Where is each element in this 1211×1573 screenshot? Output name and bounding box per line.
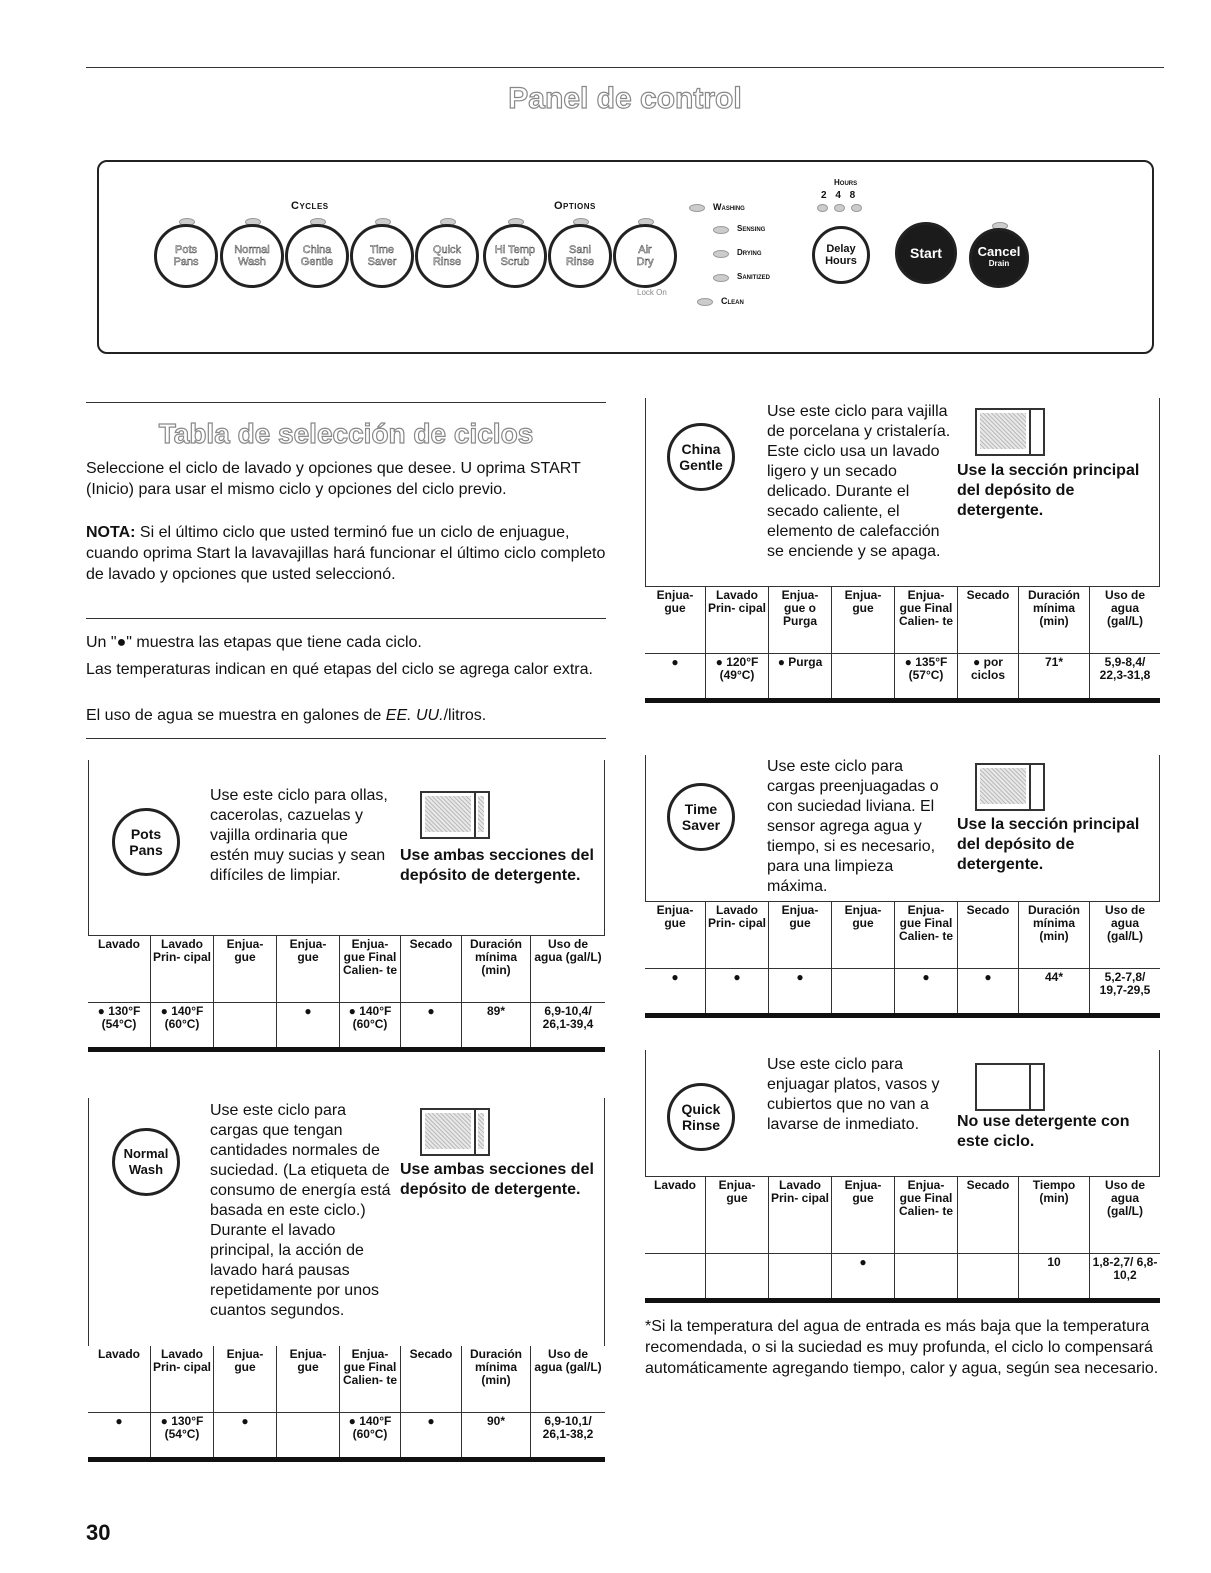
- time-line2: Saver: [367, 256, 397, 268]
- table-cell: 10: [1019, 1254, 1090, 1301]
- table-cell: Enjua- gue: [214, 1346, 277, 1413]
- quick-frame-right: [1159, 1050, 1160, 1176]
- lock-on-label: Lock On: [637, 288, 667, 297]
- page-title: Panel de control: [508, 82, 742, 115]
- quick-cycle-table: [645, 1176, 1160, 1303]
- pots-cycle-table: [88, 935, 605, 1052]
- normal-icon-l1: Normal: [123, 1146, 169, 1161]
- table-cell: [645, 1254, 706, 1301]
- china-frame-left: [645, 398, 646, 586]
- table-cell: ● 140°F (60°C): [340, 1003, 401, 1050]
- china-line1: China: [302, 244, 332, 256]
- table-cell: [832, 654, 895, 701]
- table-cell: Duración mínima (min): [1019, 587, 1090, 654]
- drying-led: [713, 250, 729, 258]
- table-cell: Enjua- gue Final Calien- te: [895, 902, 958, 969]
- quick-line2: Rinse: [432, 256, 462, 268]
- table-cell: ● 140°F (60°C): [340, 1413, 401, 1460]
- china-line2: Gentle: [300, 256, 334, 268]
- table-cell: Enjua- gue: [277, 936, 340, 1003]
- table-cell: ●: [645, 969, 706, 1016]
- options-label: Options: [554, 200, 596, 212]
- sani-line2: Rinse: [565, 256, 595, 268]
- table-value-row: [645, 654, 1160, 701]
- pots-icon-l1: Pots: [130, 826, 162, 842]
- quick-icon-l2: Rinse: [681, 1117, 721, 1133]
- delay-line2: Hours: [825, 255, 857, 267]
- table-cell: Lavado Prin- cipal: [151, 1346, 214, 1413]
- hitemp-line1: Hi Temp: [494, 244, 536, 256]
- pots-frame-right: [604, 760, 605, 935]
- legend-line-2: Las temperaturas indican en qué etapas del ciclo se agrega calor extra.: [86, 661, 593, 678]
- china-frame-right: [1159, 398, 1160, 586]
- table-value-row: [645, 969, 1160, 1016]
- legend-3-em: EE. UU.: [385, 707, 444, 724]
- washing-led: [689, 204, 705, 212]
- table-cell: Lavado Prin- cipal: [769, 1177, 832, 1254]
- table-cell: ● por ciclos: [958, 654, 1019, 701]
- control-panel-illustration: [97, 160, 1154, 354]
- nota-text: Si el último ciclo que usted terminó fue un ciclo de enjuague, cuando oprima Start la lavavajillas hará funcionar el último ciclo completo de lavado y opciones que usted seleccionó.: [86, 524, 606, 583]
- sensing-label: Sensing: [737, 224, 766, 233]
- time-line1: Time: [369, 244, 395, 256]
- cancel-line2: Drain: [988, 259, 1010, 268]
- start-button[interactable]: [895, 222, 957, 284]
- table-value-row: [88, 1003, 605, 1050]
- page-number: 30: [86, 1520, 111, 1545]
- table-cell: ●: [401, 1413, 462, 1460]
- hi-temp-scrub-button[interactable]: [483, 224, 547, 288]
- table-cell: Duración mínima (min): [462, 936, 531, 1003]
- cancel-line1: Cancel: [977, 244, 1021, 259]
- table-header-row: [645, 902, 1160, 969]
- table-cell: [277, 1413, 340, 1460]
- table-cell: Enjua- gue: [832, 902, 895, 969]
- intro-paragraph: [86, 458, 606, 500]
- table-cell: [769, 1254, 832, 1301]
- table-header-row: [645, 1177, 1160, 1254]
- airdry-line1: Air: [638, 244, 652, 256]
- table-cell: Enjua- gue Final Calien- te: [340, 1346, 401, 1413]
- table-cell: Lavado Prin- cipal: [151, 936, 214, 1003]
- table-cell: ●: [706, 969, 769, 1016]
- quick-icon-l1: Quick: [681, 1101, 721, 1117]
- legend-rule-bottom: [86, 738, 606, 739]
- table-cell: Uso de agua (gal/L): [1104, 588, 1145, 628]
- sani-rinse-button[interactable]: [548, 224, 612, 288]
- pots-pans-icon: [112, 808, 180, 876]
- table-cell: ●: [895, 969, 958, 1016]
- time-icon-l2: Saver: [681, 817, 721, 833]
- table-cell: Duración mínima (min): [1019, 902, 1090, 969]
- time-cycle-table: [645, 901, 1160, 1018]
- quick-detergent-note: No use detergente con este ciclo.: [957, 1113, 1130, 1150]
- china-gentle-icon: [667, 423, 735, 491]
- normal-detergent-note: Use ambas secciones del depósito de detergente.: [400, 1161, 594, 1198]
- china-cycle-table: [645, 586, 1160, 703]
- cancel-drain-button[interactable]: [969, 228, 1029, 288]
- clean-led: [697, 298, 713, 306]
- footnote: *Si la temperatura del agua de entrada es más baja que la temperatura recomendada, o si la suciedad es muy profunda, el ciclo lo compensará automáticamente agregando tiempo, calor y agua, según sea necesario.: [645, 1318, 1159, 1377]
- table-cell: ●: [958, 969, 1019, 1016]
- table-cell: Secado: [401, 936, 462, 1003]
- time-detergent-note: Use la sección principal del depósito de detergente.: [957, 816, 1140, 873]
- table-cell: ● 140°F (60°C): [151, 1003, 214, 1050]
- table-cell: [895, 1254, 958, 1301]
- table-cell: 6,9-10,1/ 26,1-38,2: [531, 1413, 606, 1460]
- clean-label: Clean: [721, 296, 744, 306]
- table-cell: ● 130°F (54°C): [151, 1413, 214, 1460]
- table-cell: ● Purga: [769, 654, 832, 701]
- table-cell: ●: [277, 1003, 340, 1050]
- table-cell: ●: [214, 1413, 277, 1460]
- time-description: Use este ciclo para cargas preenjuagadas o con suciedad liviana. El sensor agrega agua y tiempo, si es necesario, para una limpieza máxima.: [767, 758, 939, 895]
- sani-line1: Sani: [568, 244, 592, 256]
- table-cell: 89*: [462, 1003, 531, 1050]
- legend-3-pre: El uso de agua se muestra en galones de: [86, 707, 386, 724]
- section-rule-top: [86, 402, 606, 403]
- quick-line1: Quick: [432, 244, 462, 256]
- table-cell: [706, 1254, 769, 1301]
- quick-description: Use este ciclo para enjuagar platos, vasos y cubiertos que no van a lavarse de inmediato.: [767, 1056, 940, 1133]
- pots-line1: Pots: [174, 244, 197, 256]
- table-header-row: [645, 587, 1160, 654]
- table-cell: 1,8-2,7/ 6,8-10,2: [1090, 1254, 1161, 1301]
- hour-led-4: [834, 204, 845, 212]
- pots-icon-l2: Pans: [129, 842, 163, 858]
- pots-line2: Pans: [173, 256, 199, 268]
- legend-line-3: [86, 705, 606, 726]
- table-cell: Enjua- gue o Purga: [769, 587, 832, 654]
- china-icon-l2: Gentle: [679, 457, 723, 473]
- table-cell: 5,9-8,4/ 22,3-31,8: [1090, 654, 1161, 701]
- hour-led-8: [851, 204, 862, 212]
- normal-frame-left: [88, 1098, 89, 1346]
- table-cell: Lavado: [88, 1346, 151, 1413]
- table-cell: Lavado: [645, 1177, 706, 1254]
- table-cell: [832, 969, 895, 1016]
- time-frame-left: [645, 755, 646, 901]
- table-cell: Enjua- gue: [706, 1177, 769, 1254]
- table-cell: Secado: [958, 1177, 1019, 1254]
- normal-line1: Normal: [234, 244, 270, 256]
- legend-line-1: Un "●" muestra las etapas que tiene cada ciclo.: [86, 634, 422, 651]
- table-cell: 90*: [462, 1413, 531, 1460]
- pots-detergent-note: Use ambas secciones del depósito de detergente.: [400, 847, 594, 884]
- table-cell: [958, 1254, 1019, 1301]
- table-cell: ● 130°F (54°C): [88, 1003, 151, 1050]
- pots-pans-button[interactable]: [154, 224, 218, 288]
- china-dispenser-icon: [975, 408, 1045, 456]
- table-cell: Uso de agua (gal/L): [1104, 903, 1145, 943]
- table-header-row: [88, 936, 605, 1003]
- quick-dispenser-icon: [975, 1063, 1045, 1111]
- legend-3-post: /litros.: [443, 707, 487, 724]
- table-cell: Enjua- gue: [832, 587, 895, 654]
- hours-label: Hours: [834, 178, 858, 187]
- china-gentle-button[interactable]: [285, 224, 349, 288]
- top-rule: [86, 67, 1164, 68]
- table-cell: Uso de agua (gal/L): [1104, 1178, 1145, 1218]
- airdry-line2: Dry: [636, 256, 654, 268]
- quick-rinse-button[interactable]: [415, 224, 479, 288]
- delay-hours-button[interactable]: [812, 226, 870, 284]
- cycles-label: Cycles: [291, 200, 329, 212]
- table-cell: Lavado Prin- cipal: [706, 587, 769, 654]
- table-cell: ●: [769, 969, 832, 1016]
- table-cell: 6,9-10,4/ 26,1-39,4: [531, 1003, 606, 1050]
- normal-frame-right: [604, 1098, 605, 1346]
- start-label: Start: [910, 245, 942, 261]
- table-cell: Enjua- gue Final Calien- te: [895, 1177, 958, 1254]
- time-saver-icon: [667, 783, 735, 851]
- hitemp-line2: Scrub: [500, 256, 530, 268]
- table-cell: Lavado Prin- cipal: [706, 902, 769, 969]
- table-cell: ●: [832, 1254, 895, 1301]
- table-value-row: [645, 1254, 1160, 1301]
- hour-led-2: [817, 204, 828, 212]
- table-cell: Uso de agua (gal/L): [534, 1347, 602, 1374]
- table-cell: Enjua- gue: [832, 1177, 895, 1254]
- hours-values: 2 4 8: [821, 190, 859, 201]
- table-cell: ●: [401, 1003, 462, 1050]
- china-description: Use este ciclo para vajilla de porcelana y cristalería. Este ciclo usa un lavado ligero y un secado delicado. Durante el secado caliente, el elemento de calefacción se enciende y se apaga.: [767, 403, 951, 560]
- table-header-row: [88, 1346, 605, 1413]
- china-icon-l1: China: [681, 441, 721, 457]
- normal-wash-icon: [112, 1128, 180, 1196]
- table-cell: Enjua- gue Final Calien- te: [340, 936, 401, 1003]
- china-detergent-note: Use la sección principal del depósito de detergente.: [957, 462, 1140, 519]
- time-dispenser-icon: [975, 763, 1045, 811]
- table-cell: Secado: [401, 1346, 462, 1413]
- sensing-led: [713, 226, 729, 234]
- table-cell: 44*: [1019, 969, 1090, 1016]
- intro-text: Seleccione el ciclo de lavado y opciones que desee. U oprima START (Inicio) para usar el mismo ciclo y opciones del ciclo previo.: [86, 460, 581, 498]
- table-cell: Enjua- gue: [769, 902, 832, 969]
- normal-description: Use este ciclo para cargas que tengan cantidades normales de suciedad. (La etiqueta de consumo de energía está basada en este ciclo.) Durante el lavado principal, la acción de lavado hará pausas repetidamente por unos cuantos segundos.: [210, 1102, 391, 1319]
- table-cell: Enjua- gue: [645, 902, 706, 969]
- quick-frame-left: [645, 1050, 646, 1176]
- table-cell: ● 135°F (57°C): [895, 654, 958, 701]
- sanitized-led: [713, 274, 729, 282]
- table-cell: Secado: [958, 902, 1019, 969]
- pots-frame-left: [88, 760, 89, 935]
- normal-dispenser-icon: [420, 1108, 490, 1156]
- table-cell: Lavado: [88, 936, 151, 1003]
- table-cell: Duración mínima (min): [462, 1346, 531, 1413]
- table-cell: 71*: [1019, 654, 1090, 701]
- normal-line2: Wash: [238, 256, 266, 268]
- table-cell: Enjua- gue: [645, 587, 706, 654]
- drying-label: Drying: [737, 248, 762, 257]
- table-cell: Enjua- gue: [277, 1346, 340, 1413]
- table-cell: Tiempo (min): [1019, 1177, 1090, 1254]
- table-cell: ●: [645, 654, 706, 701]
- table-value-row: [88, 1413, 605, 1460]
- air-dry-button[interactable]: [613, 224, 677, 288]
- washing-label: Washing: [713, 202, 745, 212]
- section-title: Tabla de selección de ciclos: [158, 418, 534, 449]
- table-cell: Uso de agua (gal/L): [534, 937, 602, 964]
- delay-line1: Delay: [826, 243, 856, 255]
- table-cell: [214, 1003, 277, 1050]
- time-frame-right: [1159, 755, 1160, 901]
- pots-description: Use este ciclo para ollas, cacerolas, cazuelas y vajilla ordinaria que estén muy sucias y sean difíciles de limpiar.: [210, 787, 388, 884]
- nota-label: NOTA:: [86, 524, 136, 541]
- normal-wash-button[interactable]: [220, 224, 284, 288]
- table-cell: Enjua- gue Final Calien- te: [895, 587, 958, 654]
- normal-icon-l2: Wash: [128, 1162, 164, 1177]
- table-cell: ●: [88, 1413, 151, 1460]
- quick-rinse-icon: [667, 1083, 735, 1151]
- legend-rule-top: [86, 618, 606, 619]
- normal-cycle-table: [88, 1346, 605, 1462]
- table-cell: 5,2-7,8/ 19,7-29,5: [1090, 969, 1161, 1016]
- nota-paragraph: [86, 522, 606, 585]
- table-cell: ● 120°F (49°C): [706, 654, 769, 701]
- table-cell: Enjua- gue: [214, 936, 277, 1003]
- sanitized-label: Sanitized: [737, 272, 771, 281]
- pots-dispenser-icon: [420, 791, 490, 839]
- time-saver-button[interactable]: [350, 224, 414, 288]
- time-icon-l1: Time: [684, 801, 718, 817]
- table-cell: Secado: [958, 587, 1019, 654]
